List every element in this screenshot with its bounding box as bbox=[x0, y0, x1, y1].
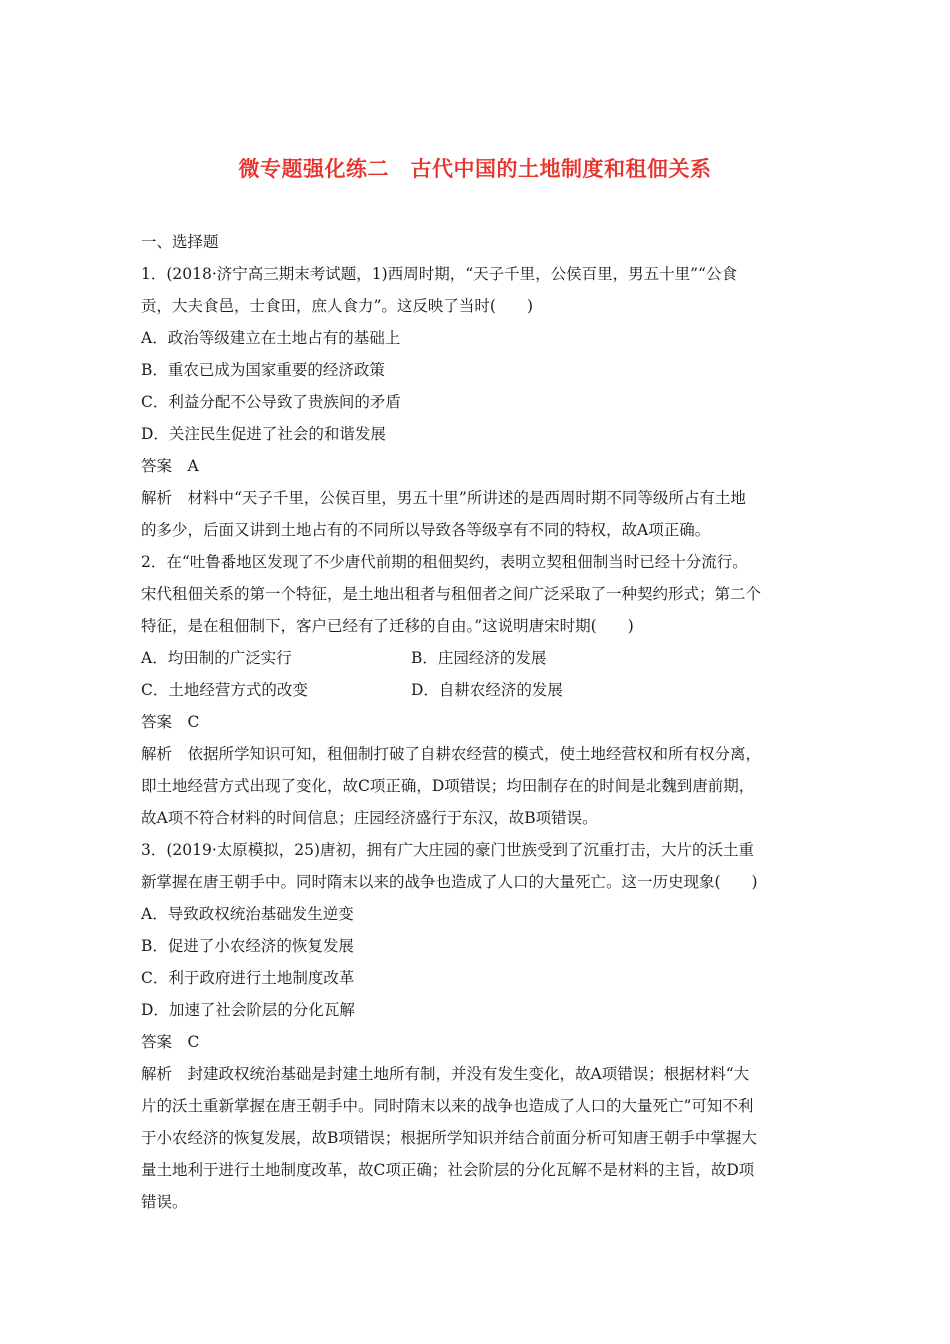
question-stem-line: 2．在“吐鲁番地区发现了不少唐代前期的租佃契约，表明立契租佃制当时已经十分流行。 bbox=[141, 553, 748, 571]
option-a: A．导致政权统治基础发生逆变 bbox=[141, 905, 354, 923]
answer: 答案 C bbox=[141, 713, 200, 731]
question-2 bbox=[141, 546, 811, 834]
analysis-line: 故A项不符合材料的时间信息；庄园经济盛行于东汉，故B项错误。 bbox=[141, 809, 598, 827]
option-d: D．加速了社会阶层的分化瓦解 bbox=[141, 1001, 355, 1019]
document-body bbox=[141, 226, 811, 1218]
option-a: A．均田制的广泛实行 bbox=[141, 649, 292, 667]
question-stem-line: 1．(2018·济宁高三期末考试题，1)西周时期，“天子千里，公侯百里，男五十里”“公食 bbox=[141, 265, 737, 283]
analysis-line: 解析 材料中“天子千里，公侯百里，男五十里”所讲述的是西周时期不同等级所占有土地 bbox=[141, 489, 746, 507]
option-a: A．政治等级建立在土地占有的基础上 bbox=[141, 329, 401, 347]
answer: 答案 C bbox=[141, 1033, 200, 1051]
options-row bbox=[141, 642, 811, 674]
option-d: D．自耕农经济的发展 bbox=[411, 681, 563, 699]
analysis-line: 即土地经营方式出现了变化，故C项正确，D项错误；均田制存在的时间是北魏到唐前期， bbox=[141, 777, 755, 795]
analysis-line: 于小农经济的恢复发展，故B项错误；根据所学知识并结合前面分析可知唐王朝手中掌握大 bbox=[141, 1129, 757, 1147]
option-d: D．关注民生促进了社会的和谐发展 bbox=[141, 425, 386, 443]
answer: 答案 A bbox=[141, 457, 199, 475]
options-row bbox=[141, 674, 811, 706]
question-stem-line: 3．(2019·太原模拟，25)唐初，拥有广大庄园的豪门世族受到了沉重打击，大片的沃土重 bbox=[141, 841, 755, 859]
question-stem-line: 特征，是在租佃制下，客户已经有了迁移的自由。”这说明唐宋时期( ) bbox=[141, 617, 634, 635]
analysis-line: 的多少，后面又讲到土地占有的不同所以导致各等级享有不同的特权，故A项正确。 bbox=[141, 521, 711, 539]
analysis-line: 解析 依据所学知识可知，租佃制打破了自耕农经营的模式，使土地经营权和所有权分离， bbox=[141, 745, 762, 763]
option-c: C．土地经营方式的改变 bbox=[141, 681, 308, 699]
question-3 bbox=[141, 834, 811, 1218]
question-stem-line: 宋代租佃关系的第一个特征，是土地出租者与租佃者之间广泛采取了一种契约形式；第二个 bbox=[141, 585, 762, 603]
analysis-line: 错误。 bbox=[141, 1193, 188, 1211]
option-b: B．庄园经济的发展 bbox=[411, 649, 547, 667]
section-heading: 一、选择题 bbox=[141, 233, 219, 251]
question-stem-line: 新掌握在唐王朝手中。同时隋末以来的战争也造成了人口的大量死亡。这一历史现象( ) bbox=[141, 873, 758, 891]
analysis-line: 片的沃土重新掌握在唐王朝手中。同时隋末以来的战争也造成了人口的大量死亡”可知不利 bbox=[141, 1097, 754, 1115]
option-c: C．利于政府进行土地制度改革 bbox=[141, 969, 355, 987]
option-c: C．利益分配不公导致了贵族间的矛盾 bbox=[141, 393, 401, 411]
analysis-line: 解析 封建政权统治基础是封建土地所有制，并没有发生变化，故A项错误；根据材料“大 bbox=[141, 1065, 750, 1083]
analysis-line: 量土地利于进行土地制度改革，故C项正确；社会阶层的分化瓦解不是材料的主旨，故D项 bbox=[141, 1161, 755, 1179]
question-stem-line: 贡，大夫食邑，士食田，庶人食力”。这反映了当时( ) bbox=[141, 297, 534, 315]
option-b: B．重农已成为国家重要的经济政策 bbox=[141, 361, 385, 379]
page-title: 微专题强化练二 古代中国的土地制度和租佃关系 bbox=[238, 157, 712, 181]
option-b: B．促进了小农经济的恢复发展 bbox=[141, 937, 354, 955]
question-1 bbox=[141, 258, 811, 546]
